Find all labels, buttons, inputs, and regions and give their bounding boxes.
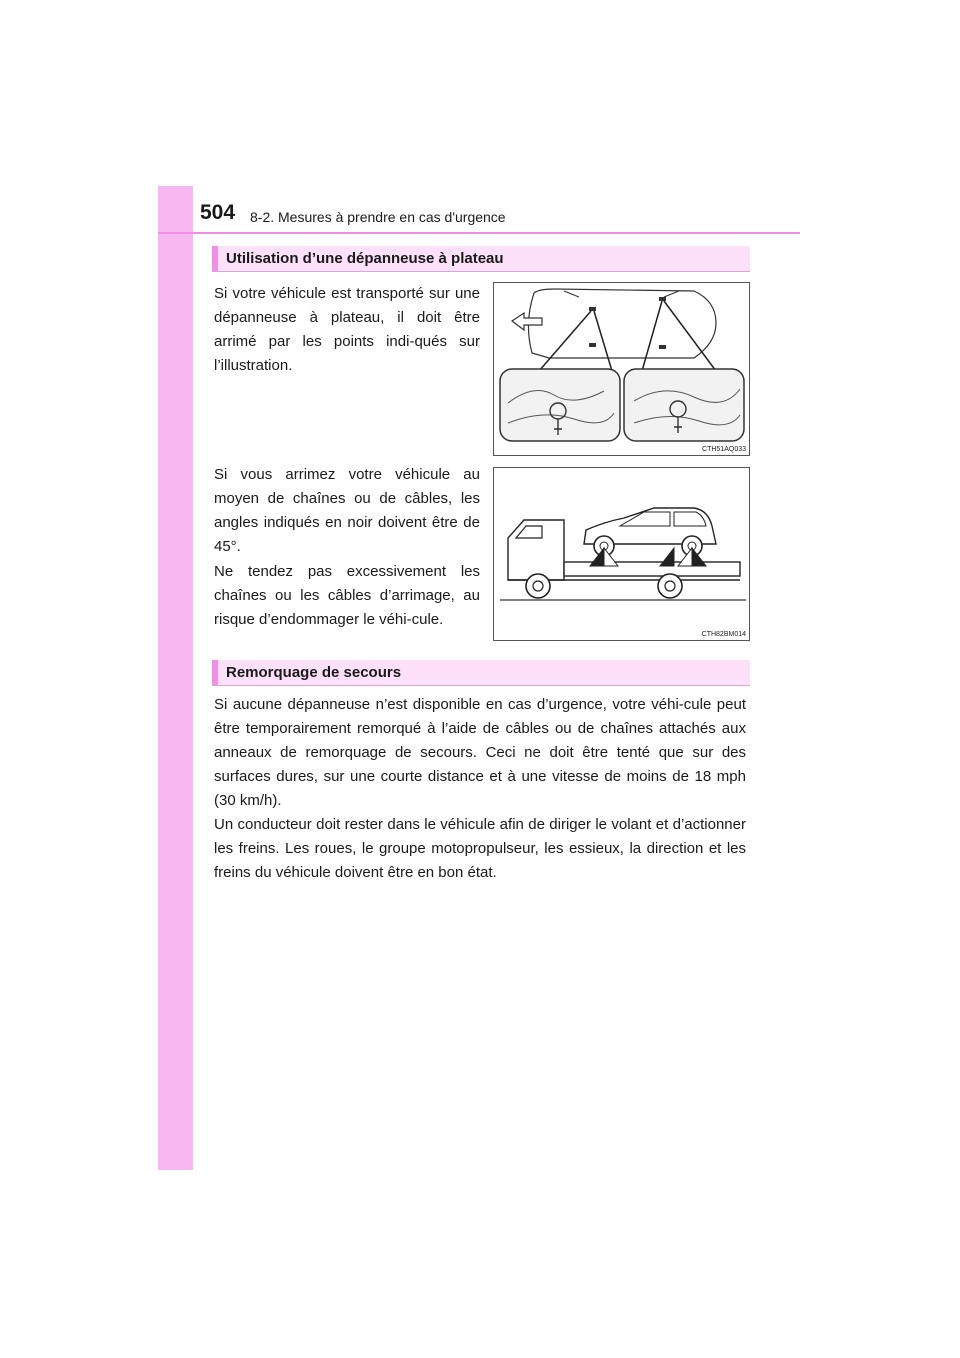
breadcrumb: 8-2. Mesures à prendre en cas d'urgence xyxy=(250,209,506,225)
section-header-flatbed xyxy=(212,246,750,272)
page-number: 504 xyxy=(200,201,236,224)
section-title-emergency-towing: Remorquage de secours xyxy=(226,664,402,681)
figure-code-tie-down: CTH51AQ033 xyxy=(702,446,746,453)
paragraph-emergency-towing: Si aucune dépanneuse n’est disponible en cas d’urgence, votre véhi-cule peut être temporairement remorqué à l’aide de câbles ou de chaînes attachés aux anneaux de remorquage de secours. Ceci ne doit être tenté que sur des surfaces dures, sur une courte distance et à une vitesse de moins de 18 mph (30 km/h). xyxy=(214,696,746,809)
side-color-band xyxy=(158,186,193,1170)
figure-flatbed-truck xyxy=(493,467,750,641)
flatbed-truck-illustration xyxy=(494,468,749,640)
section-header-emergency-towing xyxy=(212,660,750,686)
paragraph-chain-angles: Si vous arrimez votre véhicule au moyen de chaînes ou de câbles, les angles indiqués en noir doivent être de 45°. xyxy=(214,466,480,555)
tie-down-illustration xyxy=(494,283,749,455)
figure-tie-down-points xyxy=(493,282,750,456)
section-title-flatbed: Utilisation d’une dépanneuse à plateau xyxy=(226,250,504,267)
paragraph-flatbed-intro: Si votre véhicule est transporté sur une dépanneuse à plateau, il doit être arrimé par les points indi-qués sur l’illustration. xyxy=(214,285,480,374)
paragraph-driver-required: Un conducteur doit rester dans le véhicule afin de diriger le volant et d’actionner les freins. Les roues, le groupe motopropulseur, les essieux, la direction et les freins du véhicule doivent être en bon état. xyxy=(214,816,746,881)
paragraph-tension-warning: Ne tendez pas excessivement les chaînes ou les câbles d’arrimage, au risque d’endommager le véhi-cule. xyxy=(214,563,480,628)
figure-code-flatbed: CTH82BM014 xyxy=(701,631,746,638)
header-divider xyxy=(158,232,800,234)
